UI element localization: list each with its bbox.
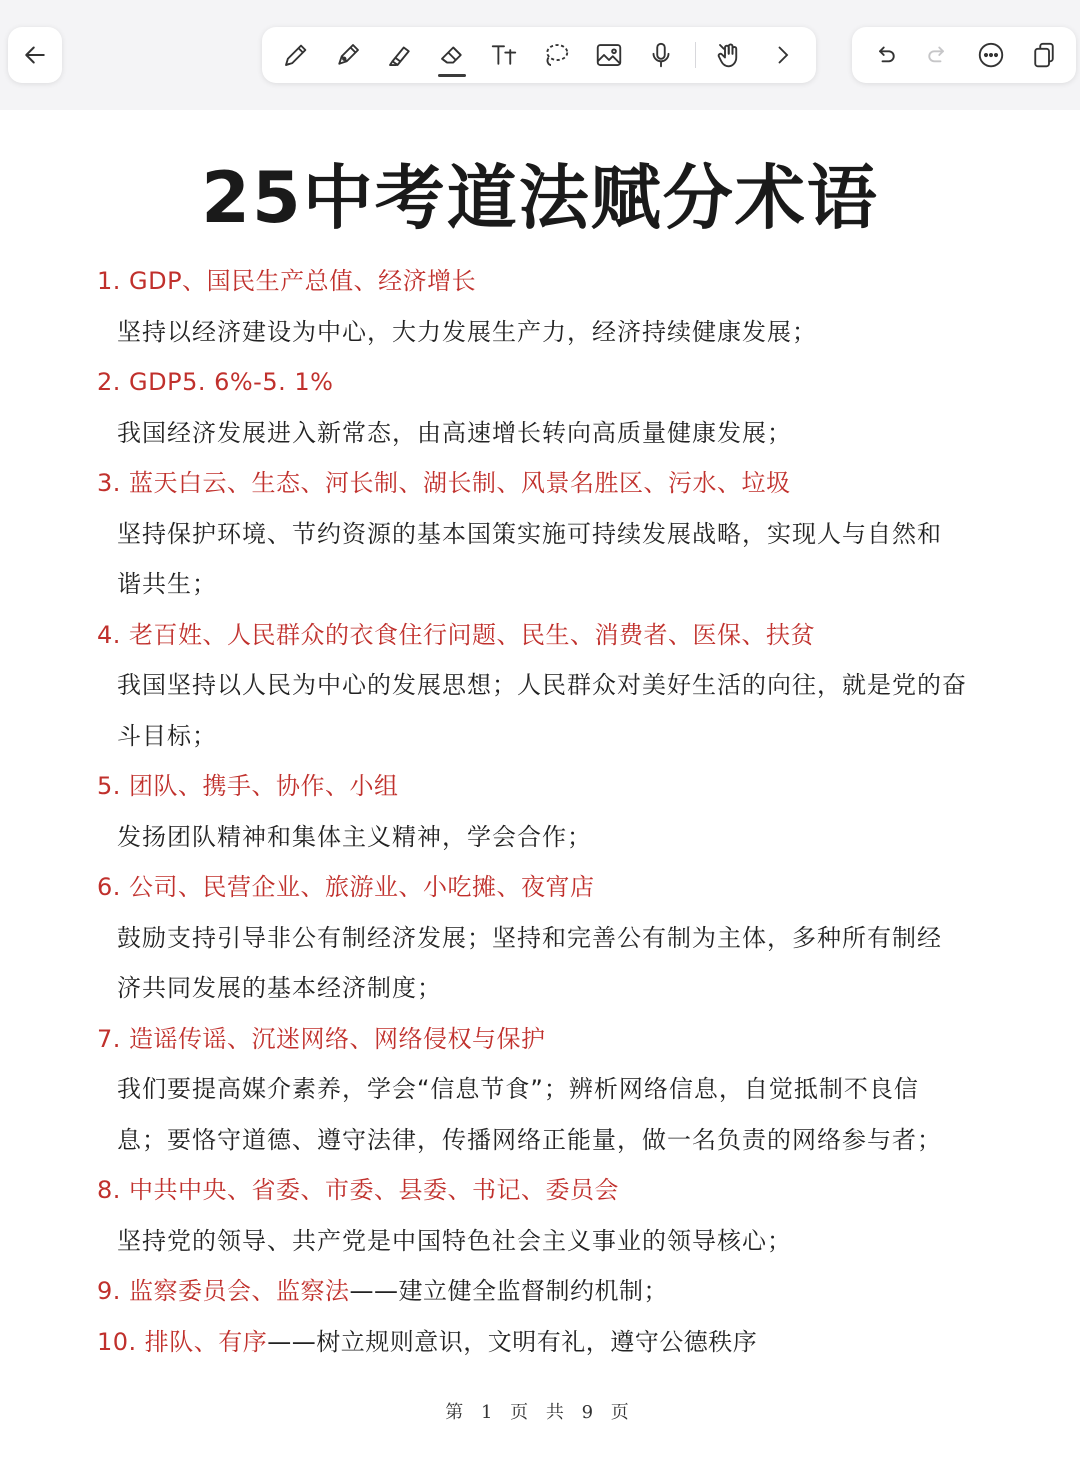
microphone-icon[interactable] [643, 37, 679, 73]
item-text: 坚持以经济建设为中心，大力发展生产力，经济持续健康发展； [117, 317, 817, 346]
item-text: 我国坚持以人民为中心的发展思想；人民群众对美好生活的向往，就是党的奋 [117, 671, 967, 699]
item-heading: 7. 造谣传谣、沉迷网络、网络侵权与保护 [97, 1024, 546, 1053]
drawing-tools [262, 27, 816, 83]
back-button[interactable] [8, 27, 62, 83]
page-title: 25中考道法赋分术语 [201, 157, 879, 239]
image-icon[interactable] [591, 37, 627, 73]
list-item [97, 458, 997, 610]
item-heading: 8. 中共中央、省委、市委、县委、书记、委员会 [97, 1176, 620, 1204]
arrow-left-icon[interactable] [17, 37, 53, 73]
item-text: 我们要提高媒介素养，学会“信息节食”；辨析网络信息，自觉抵制不良信 [117, 1075, 919, 1103]
item-heading: 9. 监察委员会、监察法 [97, 1277, 350, 1305]
hand-touch-icon[interactable] [712, 37, 748, 73]
list-item [97, 1266, 997, 1317]
item-text: 斗目标； [117, 721, 217, 750]
list-item [97, 256, 997, 357]
item-heading: 3. 蓝天白云、生态、河长制、湖长制、风景名胜区、污水、垃圾 [97, 469, 791, 497]
chevron-right-icon[interactable] [764, 37, 800, 73]
active-tool-indicator [438, 74, 466, 77]
document-actions [852, 27, 1076, 83]
undo-icon[interactable] [867, 37, 903, 73]
top-toolbar [0, 0, 1080, 110]
pen-icon[interactable] [330, 37, 366, 73]
item-text: ——树立规则意识，文明有礼，遵守公德秩序 [267, 1327, 758, 1356]
redo-icon[interactable] [920, 37, 956, 73]
list-item [97, 1165, 997, 1266]
list-item [97, 1317, 997, 1368]
item-text: 济共同发展的基本经济制度； [117, 974, 442, 1002]
list-item [97, 1014, 997, 1166]
item-heading: 5. 团队、携手、协作、小组 [97, 772, 399, 800]
highlighter-icon[interactable] [382, 37, 418, 73]
item-heading: 6. 公司、民营企业、旅游业、小吃摊、夜宵店 [97, 873, 595, 901]
item-text: ——建立健全监督制约机制； [349, 1277, 669, 1305]
lasso-icon[interactable] [538, 37, 574, 73]
text-icon[interactable] [486, 37, 522, 73]
item-text: 发扬团队精神和集体主义精神，学会合作； [117, 822, 592, 851]
item-heading: 10. 排队、有序 [97, 1327, 268, 1356]
term-list [97, 256, 997, 1367]
more-icon[interactable] [973, 37, 1009, 73]
list-item [97, 862, 997, 1014]
item-heading: 4. 老百姓、人民群众的衣食住行问题、民生、消费者、医保、扶贫 [97, 620, 816, 649]
item-text: 鼓励支持引导非公有制经济发展；坚持和完善公有制为主体，多种所有制经 [117, 923, 942, 952]
item-text: 我国经济发展进入新常态，由高速增长转向高质量健康发展； [117, 418, 792, 447]
eraser-icon[interactable] [434, 37, 470, 73]
item-text: 坚持保护环境、节约资源的基本国策实施可持续发展战略，实现人与自然和 [117, 519, 942, 548]
pencil-icon[interactable] [278, 37, 314, 73]
item-text: 谐共生； [117, 570, 217, 598]
document-page [0, 110, 1080, 1478]
list-item [97, 357, 997, 458]
list-item [97, 610, 997, 762]
item-heading: 1. GDP、国民生产总值、经济增长 [97, 267, 477, 295]
list-item [97, 761, 997, 862]
page-number: 第 1 页 共 9 页 [445, 1402, 635, 1423]
item-heading: 2. GDP5. 6%-5. 1% [97, 368, 334, 396]
toolbar-separator [695, 42, 696, 68]
item-text: 息；要恪守道德、遵守法律，传播网络正能量，做一名负责的网络参与者； [117, 1125, 942, 1154]
pages-icon[interactable] [1026, 37, 1062, 73]
item-text: 坚持党的领导、共产党是中国特色社会主义事业的领导核心； [117, 1226, 792, 1255]
